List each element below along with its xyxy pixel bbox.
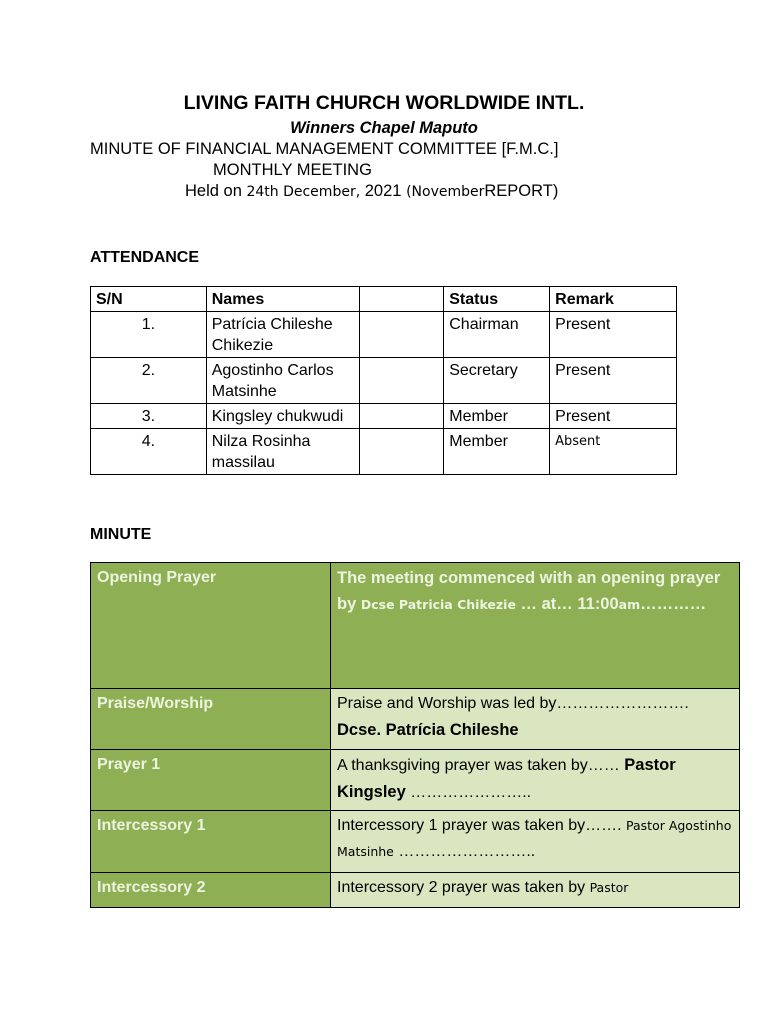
minute-item-content — [331, 750, 740, 811]
minute-item-content — [331, 689, 740, 750]
minute-item-label: Intercessory 1 — [91, 811, 331, 873]
table-row — [91, 358, 677, 404]
minute-text: …………………….. — [398, 843, 536, 860]
minute-heading: MINUTE — [90, 526, 152, 543]
held-date: 24th December, — [246, 184, 361, 200]
column-header — [360, 287, 444, 312]
member-remark: Present — [550, 404, 677, 429]
member-status: Secretary — [444, 358, 550, 404]
minute-text: Intercessory 1 prayer was taken by……. — [337, 817, 622, 834]
serial-number: 2. — [91, 358, 207, 404]
minute-table — [90, 562, 740, 908]
minute-title: MINUTE OF FINANCIAL MANAGEMENT COMMITTEE [F.M.C.] — [90, 140, 559, 158]
minute-item-content — [331, 873, 740, 908]
minute-text: … at… 11:00 — [520, 595, 619, 613]
empty-cell — [360, 312, 444, 358]
minute-text: am — [618, 597, 641, 612]
table-row — [91, 312, 677, 358]
minute-item-content — [331, 563, 740, 689]
minute-row — [91, 563, 740, 689]
member-name: Kingsley chukwudi — [206, 404, 360, 429]
member-remark: Present — [550, 312, 677, 358]
minute-item-label: Prayer 1 — [91, 750, 331, 811]
minute-item-content — [331, 811, 740, 873]
empty-cell — [360, 429, 444, 475]
member-name: Patrícia Chileshe Chikezie — [206, 312, 360, 358]
minute-text: Intercessory 2 prayer was taken by — [337, 879, 586, 896]
minute-text: ………………….. — [410, 784, 532, 801]
attendance-table — [90, 286, 677, 475]
table-row — [91, 429, 677, 475]
document-subtitle: Winners Chapel Maputo — [290, 119, 478, 137]
member-remark: Present — [550, 358, 677, 404]
minute-row — [91, 689, 740, 750]
minute-name: Pastor Kingsley — [337, 756, 676, 801]
column-header: Names — [206, 287, 360, 312]
held-year: 2021 — [364, 182, 402, 200]
serial-number: 1. — [91, 312, 207, 358]
column-header: Status — [444, 287, 550, 312]
minute-name: Dcse. Patrícia Chileshe — [337, 721, 519, 739]
member-remark: Absent — [550, 429, 677, 475]
minute-text: A thanksgiving prayer was taken by…… — [337, 757, 620, 774]
minute-item-label: Praise/Worship — [91, 689, 331, 750]
document-title: LIVING FAITH CHURCH WORLDWIDE INTL. — [183, 92, 585, 114]
member-name: Nilza Rosinha massilau — [206, 429, 360, 475]
serial-number: 3. — [91, 404, 207, 429]
minute-name: Pastor Agostinho Matsinhe — [337, 818, 732, 859]
member-status: Chairman — [444, 312, 550, 358]
minute-item-label: Opening Prayer — [91, 563, 331, 689]
minute-row — [91, 750, 740, 811]
minute-text: The meeting commenced with an opening prayer by — [337, 569, 721, 613]
monthly-meeting-line: MONTHLY MEETING — [213, 161, 372, 179]
column-header: Remark — [550, 287, 677, 312]
attendance-heading: ATTENDANCE — [90, 249, 200, 266]
empty-cell — [360, 358, 444, 404]
minute-name: Dcse Patricia Chikezie — [360, 597, 516, 612]
minute-text: ………… — [640, 595, 707, 613]
column-header: S/N — [91, 287, 207, 312]
serial-number: 4. — [91, 429, 207, 475]
held-on-label: Held on — [185, 182, 242, 200]
minute-item-label: Intercessory 2 — [91, 873, 331, 908]
minute-name: Pastor — [589, 880, 629, 895]
empty-cell — [360, 404, 444, 429]
minute-text: Praise and Worship was led by……………………. — [337, 695, 689, 712]
member-name: Agostinho Carlos Matsinhe — [206, 358, 360, 404]
attendance-header-row — [91, 287, 677, 312]
minute-row — [91, 873, 740, 908]
report-month: (November — [406, 184, 485, 200]
minute-row — [91, 811, 740, 873]
held-on-line — [185, 182, 558, 201]
member-status: Member — [444, 404, 550, 429]
table-row — [91, 404, 677, 429]
member-status: Member — [444, 429, 550, 475]
report-word: REPORT) — [484, 182, 559, 200]
